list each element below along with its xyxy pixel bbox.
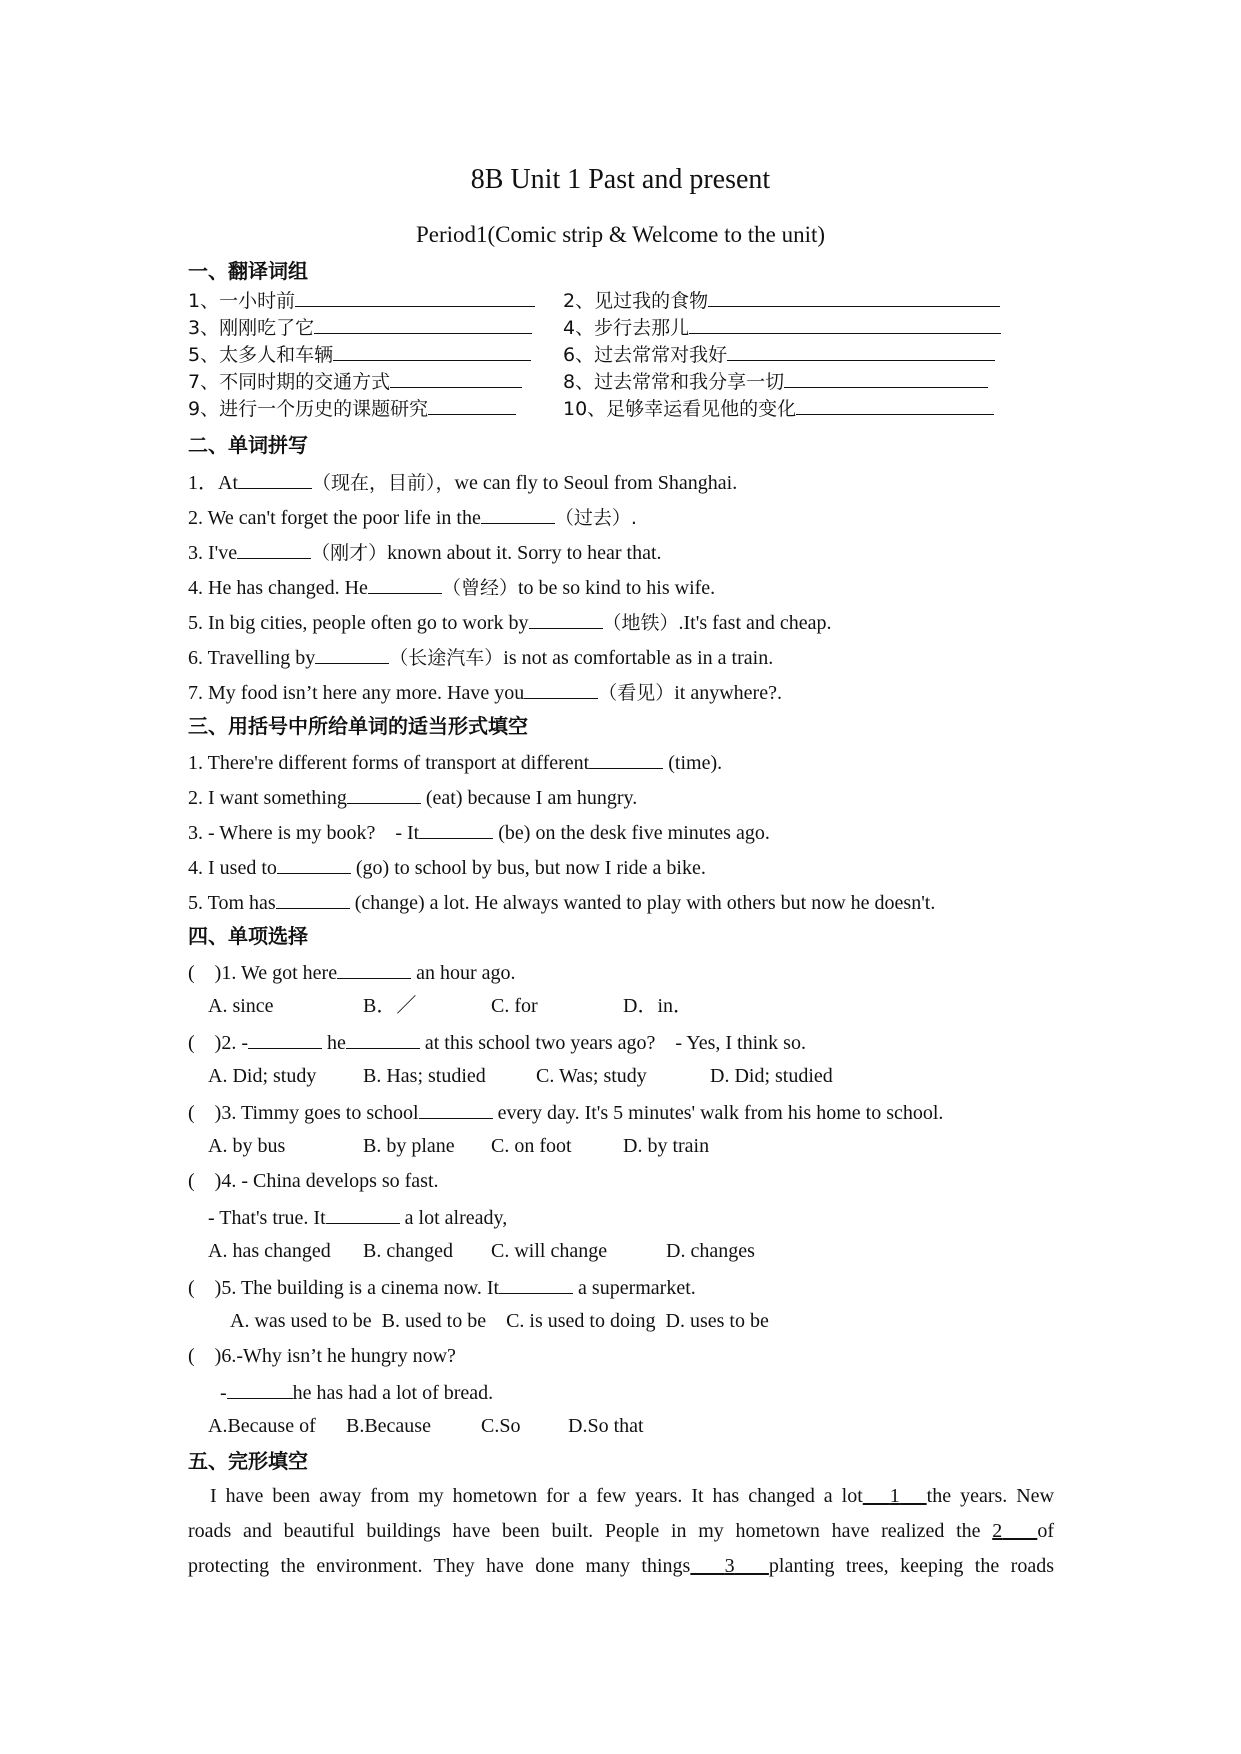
- answer-blank[interactable]: [529, 608, 603, 629]
- page-title: 8B Unit 1 Past and present: [470, 164, 771, 195]
- answer-blank[interactable]: [419, 1098, 493, 1119]
- answer-blank[interactable]: [337, 958, 411, 979]
- option-c[interactable]: C. will change: [491, 1240, 608, 1262]
- option-c[interactable]: C. Was; study: [536, 1065, 647, 1087]
- option-a[interactable]: A. Did; study: [208, 1065, 317, 1087]
- spelling-item-6: 6. Travelling by （长途汽车）is not as comfortable as in a train.: [188, 643, 773, 671]
- section2-heading: 二、单词拼写: [188, 433, 308, 457]
- option-b[interactable]: B.Because: [346, 1415, 431, 1437]
- answer-blank[interactable]: [499, 1273, 573, 1294]
- cloze-blank-1[interactable]: 1: [889, 1485, 900, 1507]
- option-b[interactable]: B. Has; studied: [363, 1065, 486, 1087]
- translate-item: 10、足够幸运看见他的变化: [563, 394, 994, 422]
- translate-item: 9、进行一个历史的课题研究: [188, 394, 516, 422]
- form-item-3: 3. - Where is my book? - It (be) on the desk five minutes ago.: [188, 818, 770, 846]
- option-a[interactable]: A. has changed: [208, 1240, 331, 1262]
- answer-blank[interactable]: [347, 783, 421, 804]
- answer-blank[interactable]: [326, 1203, 400, 1224]
- answer-blank[interactable]: [390, 367, 522, 388]
- form-item-1: 1. There're different forms of transport at different (time).: [188, 748, 722, 776]
- answer-blank[interactable]: [248, 1028, 322, 1049]
- page-subtitle: Period1(Comic strip & Welcome to the unit): [415, 222, 826, 247]
- cloze-line-1: I have been away from my hometown for a few years. It has changed a lot 1 the years. New: [210, 1485, 1055, 1507]
- option-a[interactable]: A.Because of: [208, 1415, 316, 1437]
- section5-heading: 五、完形填空: [188, 1449, 308, 1473]
- choice-question-3: ( )3. Timmy goes to school every day. It's 5 minutes' walk from his home to school.: [188, 1098, 943, 1126]
- section4-heading: 四、单项选择: [188, 924, 308, 948]
- option-a[interactable]: A. by bus: [208, 1135, 286, 1157]
- spelling-item-2: 2. We can't forget the poor life in the （过去）.: [188, 503, 637, 531]
- answer-blank[interactable]: [295, 286, 535, 307]
- option-c[interactable]: C.So: [481, 1415, 521, 1437]
- answer-blank[interactable]: [315, 643, 389, 664]
- section1-heading: 一、翻译词组: [188, 259, 308, 283]
- choice-question-5: ( )5. The building is a cinema now. It a supermarket.: [188, 1273, 696, 1301]
- translate-item: 1、一小时前: [188, 286, 535, 314]
- spelling-item-7: 7. My food isn’t here any more. Have you （看见）it anywhere?.: [188, 678, 782, 706]
- form-item-2: 2. I want something (eat) because I am hungry.: [188, 783, 637, 811]
- answer-blank[interactable]: [277, 853, 351, 874]
- cloze-line-2: roads and beautiful buildings have been built. People in my hometown have realized the 2 of: [188, 1520, 1054, 1542]
- answer-blank[interactable]: [346, 1028, 420, 1049]
- choice-question-4: ( )4. - China develops so fast.: [188, 1170, 439, 1192]
- spelling-item-3: 3. I've （刚才）known about it. Sorry to hear that.: [188, 538, 662, 566]
- answer-blank[interactable]: [524, 678, 598, 699]
- option-d[interactable]: D．in．: [623, 995, 693, 1017]
- choice-question-4-reply: - That's true. It a lot already,: [208, 1203, 507, 1231]
- translate-item: 5、太多人和车辆: [188, 340, 531, 368]
- cloze-line-3: protecting the environment. They have done many things 3 planting trees, keeping the roads: [188, 1555, 1054, 1577]
- answer-blank[interactable]: [428, 394, 516, 415]
- spelling-item-5: 5. In big cities, people often go to work by （地铁）.It's fast and cheap.: [188, 608, 832, 636]
- option-b[interactable]: B. changed: [363, 1240, 453, 1262]
- translate-item: 6、过去常常对我好: [563, 340, 995, 368]
- choice-question-1: ( )1. We got here an hour ago.: [188, 958, 516, 986]
- translate-item: 8、过去常常和我分享一切: [563, 367, 988, 395]
- spelling-item-4: 4. He has changed. He （曾经）to be so kind to his wife.: [188, 573, 715, 601]
- spelling-item-1: 1．At （现在，目前），we can fly to Seoul from Shanghai.: [188, 468, 737, 496]
- choice-question-2: ( )2. - he at this school two years ago? - Yes, I think so.: [188, 1028, 806, 1056]
- answer-blank[interactable]: [419, 818, 493, 839]
- answer-blank[interactable]: [238, 468, 312, 489]
- translate-item: 7、不同时期的交通方式: [188, 367, 522, 395]
- answer-blank[interactable]: [589, 748, 663, 769]
- option-b[interactable]: B．／: [363, 995, 417, 1017]
- answer-blank[interactable]: [689, 313, 1001, 334]
- option-c[interactable]: C. for: [491, 995, 538, 1017]
- answer-blank[interactable]: [276, 888, 350, 909]
- option-d[interactable]: D.So that: [568, 1415, 644, 1437]
- answer-blank[interactable]: [314, 313, 532, 334]
- option-d[interactable]: D. Did; studied: [710, 1065, 833, 1087]
- answer-blank[interactable]: [333, 340, 531, 361]
- answer-blank[interactable]: [796, 394, 994, 415]
- choice-question-6-reply: - he has had a lot of bread.: [220, 1378, 493, 1406]
- cloze-blank-2[interactable]: 2: [992, 1520, 1003, 1542]
- answer-blank[interactable]: [784, 367, 988, 388]
- option-a[interactable]: A. since: [208, 995, 274, 1017]
- cloze-blank-3[interactable]: 3: [724, 1555, 735, 1577]
- answer-blank[interactable]: [481, 503, 555, 524]
- answer-blank[interactable]: [237, 538, 311, 559]
- answer-blank[interactable]: [368, 573, 442, 594]
- answer-blank[interactable]: [708, 286, 1000, 307]
- options-row[interactable]: A. was used to be B. used to be C. is used to doing D. uses to be: [230, 1310, 769, 1332]
- option-d[interactable]: D. by train: [623, 1135, 710, 1157]
- form-item-5: 5. Tom has (change) a lot. He always wanted to play with others but now he doesn't.: [188, 888, 935, 916]
- answer-blank[interactable]: [227, 1378, 293, 1399]
- section3-heading: 三、用括号中所给单词的适当形式填空: [188, 714, 528, 738]
- choice-question-6: ( )6.-Why isn’t he hungry now?: [188, 1345, 456, 1367]
- form-item-4: 4. I used to (go) to school by bus, but now I ride a bike.: [188, 853, 706, 881]
- translate-item: 4、步行去那儿: [563, 313, 1001, 341]
- answer-blank[interactable]: [727, 340, 995, 361]
- option-d[interactable]: D. changes: [666, 1240, 755, 1262]
- option-b[interactable]: B. by plane: [363, 1135, 455, 1157]
- translate-item: 3、刚刚吃了它: [188, 313, 532, 341]
- option-c[interactable]: C. on foot: [491, 1135, 572, 1157]
- translate-item: 2、见过我的食物: [563, 286, 1000, 314]
